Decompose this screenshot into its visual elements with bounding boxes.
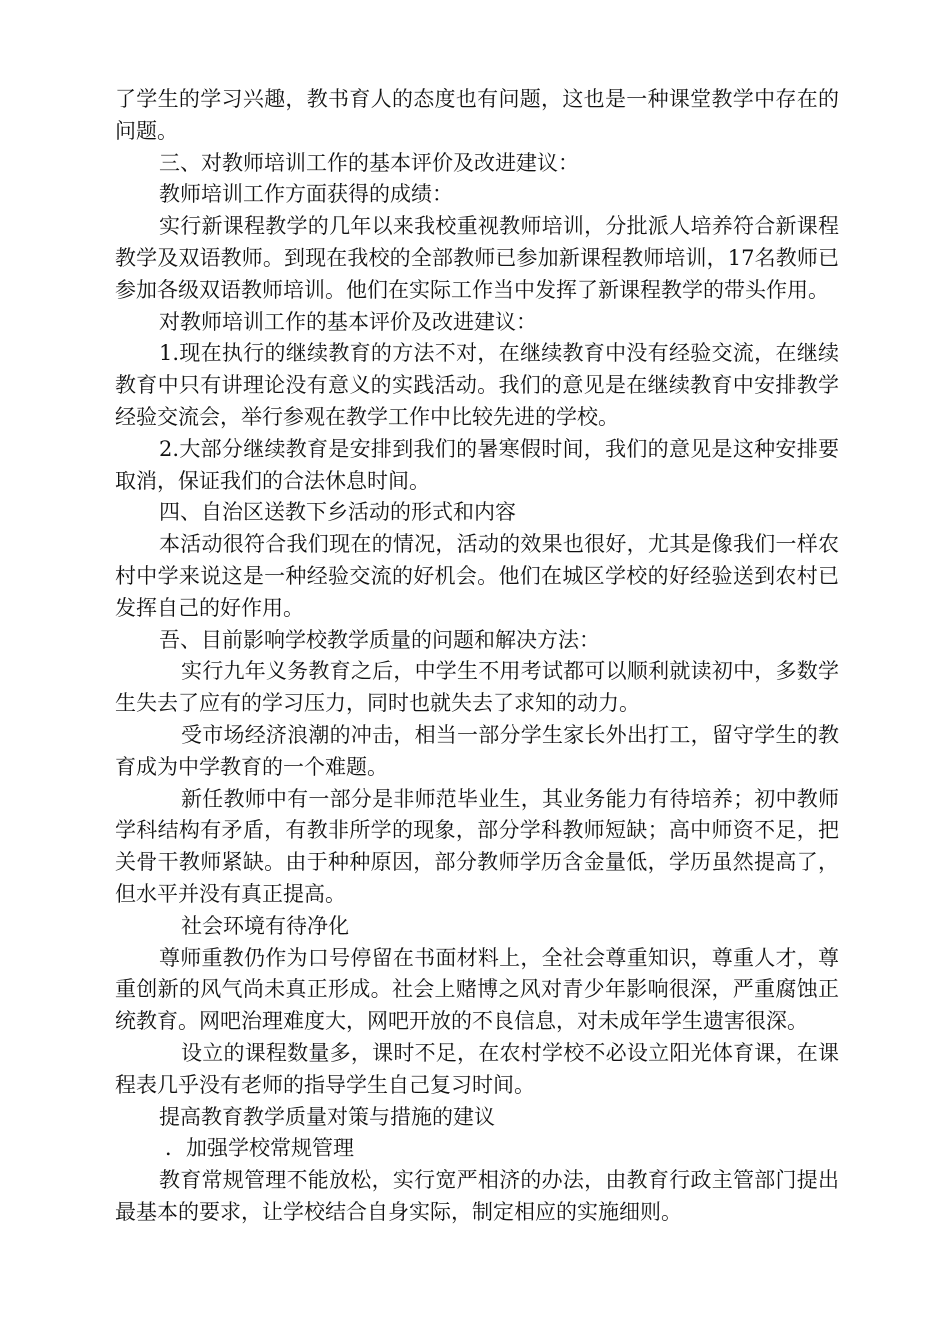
section-heading-quality-problems: 吾、目前影响学校教学质量的问题和解决方法： [159, 627, 600, 652]
paragraph-curriculum-count: 设立的课程数量多，课时不足，在农村学校不必设立阳光体育课，在课程表几乎没有老师的指导学生自己复习时间。 [115, 1040, 839, 1097]
paragraph-training-achievements: 实行新课程教学的几年以来我校重视教师培训，分批派人培养符合新课程教学及双语教师。到现在我校的全部教师已参加新课程教师培训，17名教师已参加各级双语教师培训。他们在实际工作当中发挥了新课程教学的带头作用。 [115, 214, 839, 302]
subheading-training-evaluation: 对教师培训工作的基本评价及改进建议： [159, 309, 537, 334]
document-page [115, 84, 839, 1229]
paragraph-new-teachers: 新任教师中有一部分是非师范毕业生，其业务能力有待培养；初中教师学科结构有矛盾，有教非所学的现象，部分学科教师短缺；高中师资不足，把关骨干教师紧缺。由于种种原因，部分教师学历含金量低，学历虽然提高了，但水平并没有真正提高。 [115, 786, 839, 906]
subheading-quality-measures: 提高教育教学质量对策与措施的建议 [159, 1104, 495, 1129]
section-heading-rural-teaching: 四、自治区送教下乡活动的形式和内容 [159, 500, 516, 525]
paragraph-social-environment: 尊师重教仍作为口号停留在书面材料上，全社会尊重知识，尊重人才，尊重创新的风气尚未真正形成。社会上赌博之风对青少年影响很深，严重腐蚀正统教育。网吧治理难度大，网吧开放的不良信息，对未成年学生遗害很深。 [115, 945, 839, 1034]
paragraph-suggestion-2: 2.大部分继续教育是安排到我们的暑寒假时间，我们的意见是这种安排要取消，保证我们的合法休息时间。 [115, 436, 839, 493]
paragraph-left-behind-students: 受市场经济浪潮的冲击，相当一部分学生家长外出打工，留守学生的教育成为中学教育的一个难题。 [115, 722, 839, 779]
paragraph-routine-management: 教育常规管理不能放松，实行宽严相济的办法，由教育行政主管部门提出最基本的要求，让学校结合自身实际，制定相应的实施细则。 [115, 1168, 839, 1224]
subheading-training-achievements: 教师培训工作方面获得的成绩： [159, 182, 453, 207]
paragraph-rural-teaching: 本活动很符合我们现在的情况，活动的效果也很好，尤其是像我们一样农村中学来说这是一种经验交流的好机会。他们在城区学校的好经验送到农村已发挥自己的好作用。 [115, 532, 839, 620]
subheading-school-management: ．加强学校常规管理 [165, 1136, 354, 1161]
section-heading-teacher-training: 三、对教师培训工作的基本评价及改进建议： [159, 150, 579, 175]
paragraph-compulsory-education: 实行九年义务教育之后，中学生不用考试都可以顺利就读初中，多数学生失去了应有的学习压力，同时也就失去了求知的动力。 [115, 659, 839, 716]
subheading-social-environment: 社会环境有待净化 [181, 913, 349, 938]
paragraph-suggestion-1: 1.现在执行的继续教育的方法不对，在继续教育中没有经验交流，在继续教育中只有讲理论没有意义的实践活动。我们的意见是在继续教育中安排教学经验交流会，举行参观在教学工作中比较先进的学校。 [115, 341, 839, 429]
paragraph-continued-teaching-attitude: 了学生的学习兴趣，教书育人的态度也有问题，这也是一种课堂教学中存在的问题。 [115, 87, 839, 143]
